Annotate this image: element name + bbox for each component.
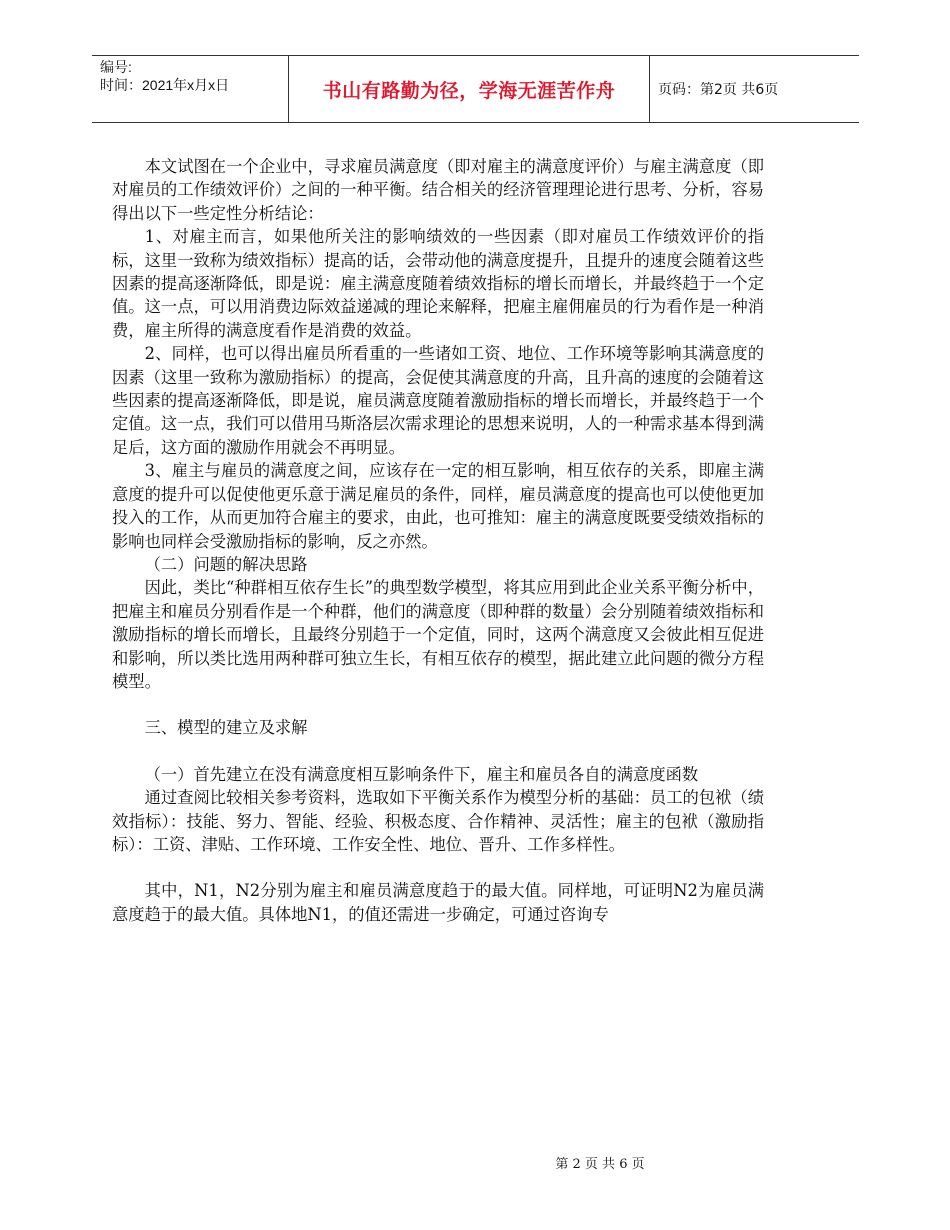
subheading-solution-approach: （二）问题的解决思路	[144, 554, 308, 574]
document-date-label: 时间：2021年x月x日	[100, 77, 230, 93]
header-meta	[100, 58, 229, 94]
document-body	[112, 155, 764, 926]
subheading-model-step-1: （一）首先建立在没有满意度相互影响条件下，雇主和雇员各自的满意度函数	[144, 764, 699, 784]
paragraph-approach: 因此，类比“种群相互依存生长”的典型数学模型，将其应用到此企业关系平衡分析中，把雇主和雇员分别看作是一个种群，他们的满意度（即种群的数量）会分别随着绩效指标和激励指标的增长而增长，且最终分别趋于一个定值，同时，这两个满意度又会彼此相互促进和影响，所以类比选用两种群可独立生长，有相互依存的模型，据此建立此问题的微分方程模型。	[112, 578, 764, 691]
page-header	[92, 55, 859, 123]
paragraph-point-2: 2、同样，也可以得出雇员所看重的一些诸如工资、地位、工作环境等影响其满意度的因素（这里一致称为激励指标）的提高，会促使其满意度的升高，且升高的速度的会随着这些因素的提高逐渐降低，即是说，雇员满意度随着激励指标的增长而增长，并最终趋于一个定值。这一点，我们可以借用马斯洛层次需求理论的思想来说明，人的一种需求基本得到满足后，这方面的激励作用就会不再明显。	[112, 344, 764, 457]
header-motto: 书山有路勤为径，学海无涯苦作舟	[322, 79, 616, 102]
paragraph-indicators: 通过查阅比较相关参考资料，选取如下平衡关系作为模型分析的基础：员工的包袱（绩效指标）：技能、努力、智能、经验、积极态度、合作精神、灵活性；雇主的包袱（激励指标）：工资、津贴、工作环境、工作安全性、地位、晋升、工作多样性。	[112, 788, 764, 854]
paragraph-point-1: 1、对雇主而言，如果他所关注的影响绩效的一些因素（即对雇员工作绩效评价的指标，这里一致称为绩效指标）提高的话，会带动他的满意度提升，且提升的速度会随着这些因素的提高逐渐降低，即是说：雇主满意度随着绩效指标的增长而增长，并最终趋于一个定值。这一点，可以用消费边际效益递减的理论来解释，把雇主雇佣雇员的行为看作是一种消费，雇主所得的满意度看作是消费的效益。	[112, 227, 764, 340]
paragraph-point-3: 3、雇主与雇员的满意度之间，应该存在一定的相互影响，相互依存的关系，即雇主满意度的提升可以促使他更乐意于满足雇员的条件，同样，雇员满意度的提高也可以使他更加投入的工作，从而更加符合雇主的要求，由此，也可推知：雇主的满意度既要受绩效指标的影响也同样会受激励指标的影响，反之亦然。	[112, 461, 764, 551]
paragraph-intro: 本文试图在一个企业中，寻求雇员满意度（即对雇主的满意度评价）与雇主满意度（即对雇员的工作绩效评价）之间的一种平衡。结合相关的经济管理理论进行思考、分析，容易得出以下一些定性分析结论：	[112, 157, 764, 223]
header-motto-cell	[288, 56, 650, 122]
header-page-number: 页码：第2页 共6页	[658, 82, 779, 98]
document-number-label: 编号:	[100, 59, 132, 75]
paragraph-n1-n2: 其中，N1，N2分别为雇主和雇员满意度趋于的最大值。同样地，可证明N2为雇员满意度趋于的最大值。具体地N1，的值还需进一步确定，可通过咨询专	[112, 881, 764, 924]
page-footer: 第 2 页 共 6 页	[555, 1157, 645, 1172]
section-heading-model: 三、模型的建立及求解	[144, 718, 308, 738]
